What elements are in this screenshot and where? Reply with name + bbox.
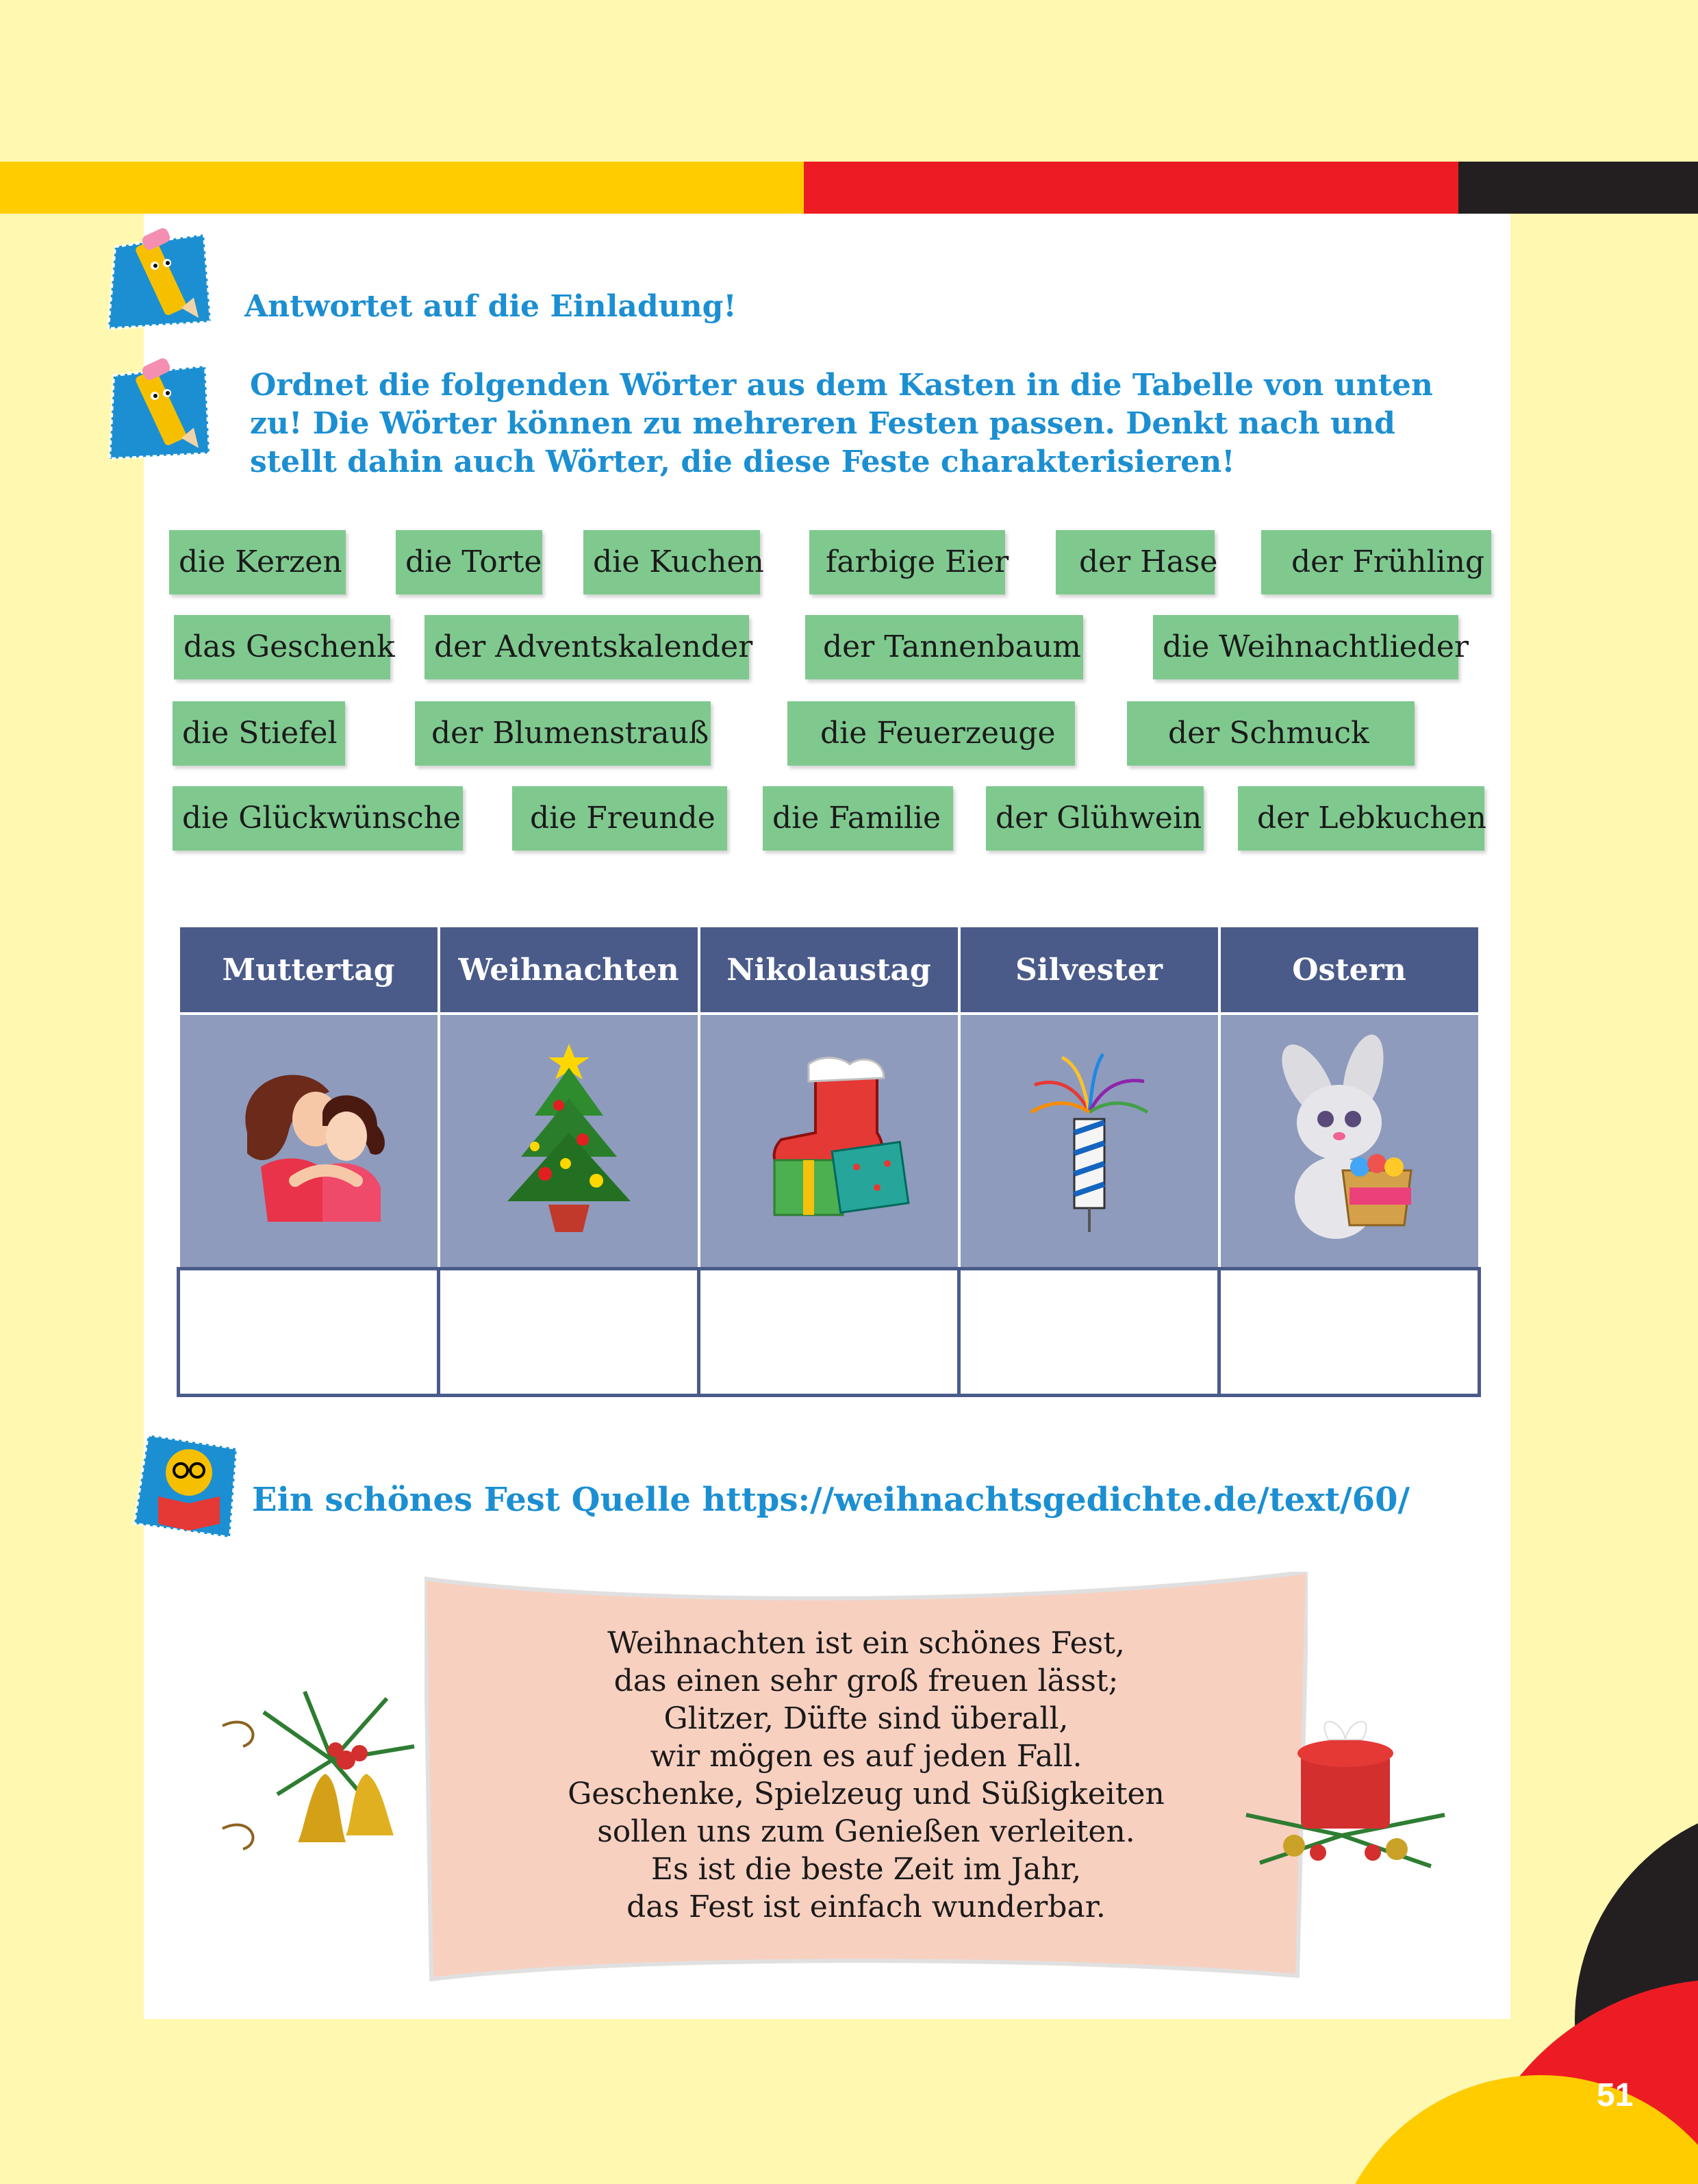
page-number: 51: [1597, 2077, 1634, 2113]
word-chip[interactable]: der Schmuck: [1127, 701, 1415, 766]
poem-line: sollen uns zum Genießen verleiten.: [597, 1814, 1135, 1849]
christmas-bells-icon: [209, 1671, 462, 1877]
picture-cell: [439, 1014, 699, 1269]
word-chip[interactable]: die Glückwünsche: [173, 786, 463, 851]
word-chip[interactable]: der Blumenstrauß: [415, 701, 711, 766]
word-chip[interactable]: der Adventskalender: [424, 615, 749, 679]
pencil-mascot-icon: [101, 356, 218, 473]
picture-cell: [699, 1014, 959, 1269]
word-chip[interactable]: der Glühwein: [986, 786, 1204, 851]
word-chip[interactable]: die Freunde: [512, 786, 727, 851]
header-silvester: Silvester: [959, 926, 1219, 1014]
word-chip[interactable]: das Geschenk: [174, 615, 390, 679]
word-chip[interactable]: der Lebkuchen: [1238, 786, 1484, 851]
reading-mascot-icon: [127, 1428, 244, 1544]
word-chip[interactable]: der Frühling: [1261, 530, 1491, 594]
word-chip[interactable]: der Hase: [1056, 530, 1215, 594]
gift-box-icon: [1232, 1712, 1458, 1877]
poem-text: [424, 1624, 1308, 1926]
mother-daughter-icon: [220, 1051, 398, 1229]
poem-line: wir mögen es auf jeden Fall.: [650, 1739, 1082, 1774]
festival-table: [177, 925, 1481, 1397]
poem-line: das Fest ist einfach wunderbar.: [626, 1890, 1106, 1924]
word-chip[interactable]: die Stiefel: [173, 701, 345, 766]
answer-cell-silvester[interactable]: [959, 1269, 1219, 1396]
poem-line: das einen sehr groß freuen lässt;: [613, 1664, 1119, 1698]
word-chip[interactable]: die Familie: [763, 786, 953, 851]
word-chip[interactable]: die Torte: [396, 530, 542, 594]
poem-title: Ein schönes Fest Quelle https://weihnachtsgedichte.de/text/60/: [252, 1481, 1410, 1519]
word-chip[interactable]: farbige Eier: [809, 530, 1005, 594]
word-chip[interactable]: der Tannenbaum: [805, 615, 1083, 679]
boot-gifts-icon: [740, 1051, 918, 1229]
instruction-sort-words: Ordnet die folgenden Wörter aus dem Kasten in die Tabelle von unten zu! Die Wörter können zu mehreren Festen passen. Denkt nach und stellt dahin auch Wörter, die diese Feste charakterisieren!: [250, 368, 1433, 479]
answer-cell-nikolaustag[interactable]: [699, 1269, 959, 1396]
header-muttertag: Muttertag: [179, 926, 439, 1014]
picture-cell: [1219, 1014, 1480, 1269]
header-ostern: Ostern: [1219, 926, 1480, 1014]
word-chip[interactable]: die Kuchen: [583, 530, 760, 594]
picture-cell: [959, 1014, 1219, 1269]
header-nikolaustag: Nikolaustag: [699, 926, 959, 1014]
christmas-tree-icon: [494, 1037, 644, 1242]
picture-cell: [179, 1014, 439, 1269]
word-chip[interactable]: die Weihnachtlieder: [1153, 615, 1458, 679]
word-chip[interactable]: die Kerzen: [169, 530, 346, 594]
firework-rocket-icon: [1021, 1044, 1158, 1235]
word-chip[interactable]: die Feuerzeuge: [787, 701, 1075, 766]
poem-line: Es ist die beste Zeit im Jahr,: [650, 1852, 1082, 1887]
poem-line: Glitzer, Düfte sind überall,: [663, 1701, 1069, 1736]
easter-bunny-icon: [1267, 1033, 1432, 1246]
poem-line: Geschenke, Spielzeug und Süßigkeiten: [568, 1777, 1165, 1811]
pencil-mascot-icon: [101, 226, 218, 342]
instruction-reply: Antwortet auf die Einladung!: [244, 289, 737, 324]
answer-cell-weihnachten[interactable]: [439, 1269, 699, 1396]
header-weihnachten: Weihnachten: [439, 926, 699, 1014]
answer-cell-muttertag[interactable]: [179, 1269, 439, 1396]
poem-line: Weihnachten ist ein schönes Fest,: [607, 1626, 1125, 1661]
answer-cell-ostern[interactable]: [1219, 1269, 1480, 1396]
